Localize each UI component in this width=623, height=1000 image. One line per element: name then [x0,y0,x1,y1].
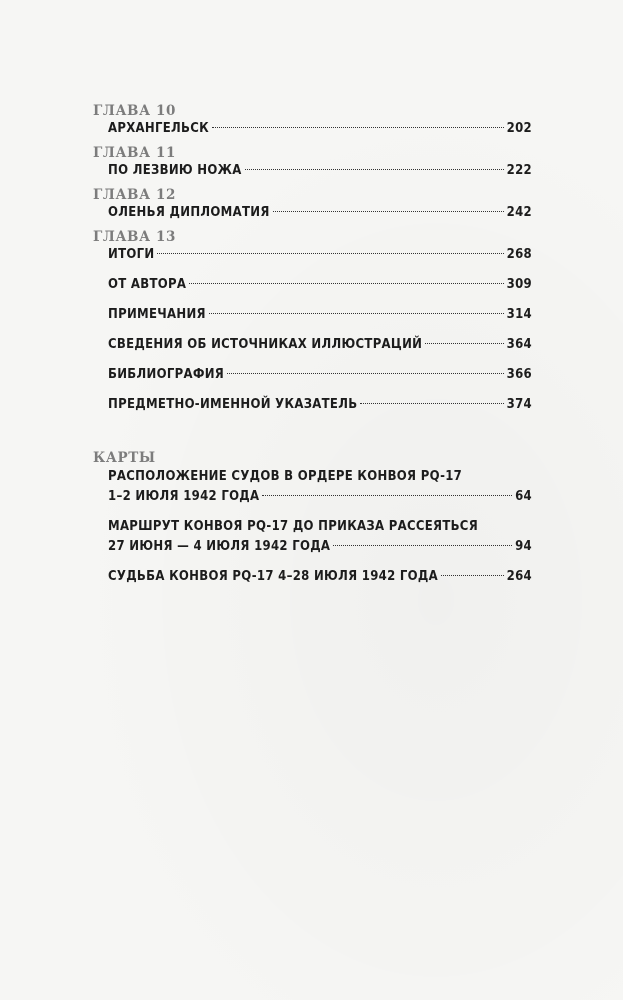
chapter-label: ГЛАВА 12 [93,187,176,203]
dot-leader [245,169,504,170]
toc-entry[interactable] [93,306,532,324]
dot-leader [262,495,512,496]
toc-entry[interactable] [93,276,532,294]
page-number: 268 [506,247,532,262]
dot-leader [189,283,503,284]
chapter-label: ГЛАВА 10 [93,103,176,119]
page-number: 264 [506,569,532,584]
page-number: 94 [515,539,532,554]
map-title-line2: 27 ИЮНЯ — 4 ИЮЛЯ 1942 ГОДА [108,539,331,554]
map-title-line2: СУДЬБА КОНВОЯ PQ-17 4–28 ИЮЛЯ 1942 ГОДА [108,569,438,584]
entry-title: ПО ЛЕЗВИЮ НОЖА [108,163,242,178]
toc-entry[interactable] [93,162,532,180]
dot-leader [333,545,512,546]
toc-entry[interactable] [93,366,532,384]
table-of-contents [93,103,532,597]
toc-entry[interactable] [93,396,532,414]
toc-entry[interactable] [93,120,532,138]
entry-title: ПРЕДМЕТНО-ИМЕННОЙ УКАЗАТЕЛЬ [108,397,358,412]
page-number: 222 [506,163,532,178]
entry-title: БИБЛИОГРАФИЯ [108,367,225,382]
chapter-entry [93,229,532,264]
map-entry[interactable] [93,517,532,557]
dot-leader [212,127,504,128]
maps-section [93,450,532,587]
map-entry[interactable] [93,567,532,587]
entry-title: ПРИМЕЧАНИЯ [108,307,206,322]
entry-title: СВЕДЕНИЯ ОБ ИСТОЧНИКАХ ИЛЛЮСТРАЦИЙ [108,337,423,352]
map-title-line1: РАСПОЛОЖЕНИЕ СУДОВ В ОРДЕРЕ КОНВОЯ PQ-17 [108,469,463,484]
entry-title: ОЛЕНЬЯ ДИПЛОМАТИЯ [108,205,270,220]
toc-entry[interactable] [93,204,532,222]
page-number: 374 [506,397,532,412]
entry-title: ОТ АВТОРА [108,277,187,292]
entry-title: ИТОГИ [108,247,155,262]
dot-leader [441,575,504,576]
page-number: 366 [506,367,532,382]
dot-leader [425,343,503,344]
chapter-entry [93,187,532,222]
page-number: 202 [506,121,532,136]
map-title-line1: МАРШРУТ КОНВОЯ PQ-17 ДО ПРИКАЗА РАССЕЯТЬСЯ [108,519,478,534]
map-entry[interactable] [93,467,532,507]
chapter-entry [93,103,532,138]
chapter-entry [93,145,532,180]
dot-leader [209,313,504,314]
dot-leader [157,253,503,254]
dot-leader [360,403,503,404]
dot-leader [273,211,504,212]
maps-label: КАРТЫ [93,450,156,466]
page-number: 314 [506,307,532,322]
page-number: 364 [506,337,532,352]
map-title-line2: 1–2 ИЮЛЯ 1942 ГОДА [108,489,260,504]
toc-entry[interactable] [93,336,532,354]
chapter-label: ГЛАВА 13 [93,229,176,245]
toc-entry[interactable] [93,246,532,264]
dot-leader [227,373,504,374]
page-number: 64 [515,489,532,504]
chapter-label: ГЛАВА 11 [93,145,176,161]
page-number: 242 [506,205,532,220]
entry-title: АРХАНГЕЛЬСК [108,121,209,136]
page-number: 309 [506,277,532,292]
